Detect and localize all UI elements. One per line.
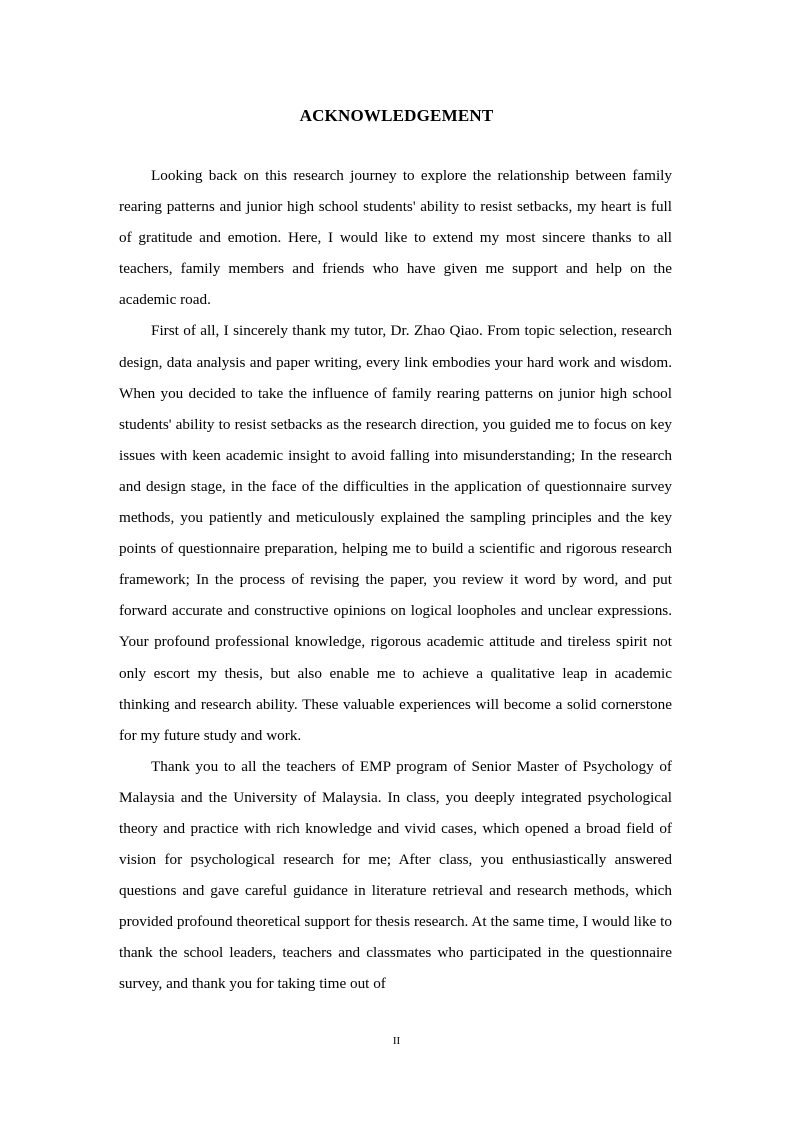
paragraph-1: Looking back on this research journey to explore the relationship between family rearing patterns and junior high school students' ability to resist setbacks, my heart is full of gratitude and emotion. Here, I would like to extend my most sincere thanks to all teachers, family members and friends who have given me support and help on the academic road. <box>119 167 672 309</box>
paragraph-2: First of all, I sincerely thank my tutor, Dr. Zhao Qiao. From topic selection, research design, data analysis and paper writing, every link embodies your hard work and wisdom. When you decided to take the influence of family rearing patterns on junior high school students' ability to resist setbacks as the research direction, you guided me to focus on key issues with keen academic insight to avoid falling into misunderstanding; In the research and design stage, in the face of the difficulties in the application of questionnaire survey methods, you patiently and meticulously explained the sampling principles and the key points of questionnaire preparation, helping me to build a scientific and rigorous research framework; In the process of revising the paper, you review it word by word, and put forward accurate and constructive opinions on logical loopholes and unclear expressions. Your profound professional knowledge, rigorous academic attitude and tireless spirit not only escort my thesis, but also enable me to achieve a qualitative leap in academic thinking and research ability. These valuable experiences will become a solid cornerstone for my future study and work. <box>119 322 672 744</box>
paragraph-3: Thank you to all the teachers of EMP program of Senior Master of Psychology of Malaysia and the University of Malaysia. In class, you deeply integrated psychological theory and practice with rich knowledge and vivid cases, which opened a broad field of vision for psychological research for me; After class, you enthusiastically answered questions and gave careful guidance in literature retrieval and research methods, which provided profound theoretical support for thesis research. At the same time, I would like to thank the school leaders, teachers and classmates who participated in the questionnaire survey, and thank you for taking time out of <box>119 757 672 993</box>
acknowledgement-body <box>119 160 672 1000</box>
page-number: II <box>392 1035 401 1047</box>
page-title: ACKNOWLEDGEMENT <box>299 106 494 125</box>
